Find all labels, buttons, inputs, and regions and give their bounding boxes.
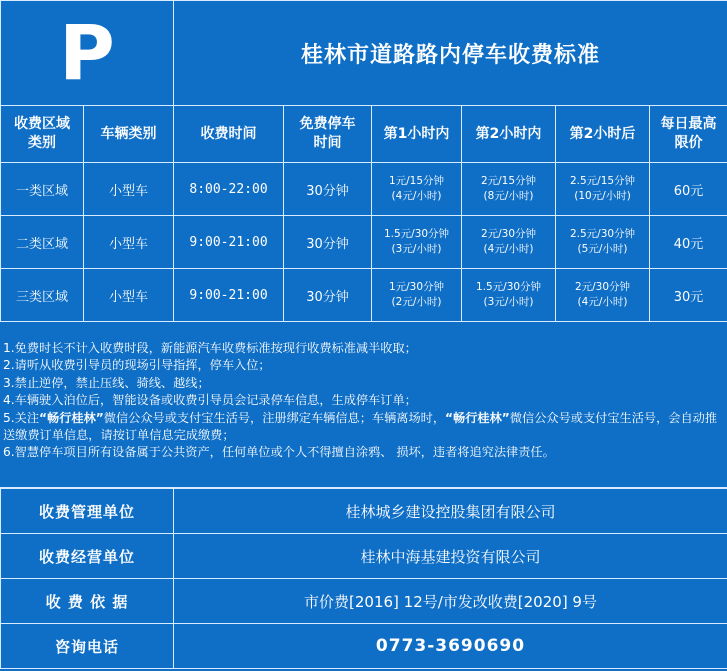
note-item: 5.关注“畅行桂林”微信公众号或支付宝生活号，注册绑定车辆信息；车辆离场时，“畅行桂林”微信公众号或支付宝生活号，会自动推送缴费订单信息，请按订单信息完成缴费； [3,410,718,443]
cell-zone: 二类区域 [1,216,84,269]
cell-zone: 一类区域 [1,163,84,216]
cell-free: 30分钟 [284,269,372,322]
header-hours: 收费时间 [174,106,284,163]
basis-label: 收 费 依 据 [1,579,174,624]
operator-label: 收费经营单位 [1,534,174,579]
parking-logo: P [59,8,115,97]
header-h2: 第2小时内 [462,106,556,163]
cell-h1: 1元/30分钟 (2元/小时) [372,269,462,322]
cell-vehicle: 小型车 [84,163,174,216]
note-item: 4.车辆驶入泊位后，智能设备或收费引导员会记录停车信息，生成停车订单； [3,393,417,408]
parking-p-icon [1,1,174,106]
app-name: “畅行桂林” [39,410,104,425]
phone-label: 咨询电话 [1,624,174,669]
cell-cap: 30元 [650,269,727,322]
table-row [1,216,727,269]
header-free: 免费停车 时间 [284,106,372,163]
note-item: 2.请听从收费引导员的现场引导指挥，停车入位； [3,358,271,373]
info-row-basis [1,579,727,624]
info-row-operator [1,534,727,579]
cell-h1: 1.5元/30分钟 (3元/小时) [372,216,462,269]
cell-cap: 40元 [650,216,727,269]
cell-hours: 9:00-21:00 [174,216,284,269]
info-row-phone [1,624,727,669]
note-item: 3.禁止逆停，禁止压线、骑线、越线； [3,375,210,390]
cell-h3: 2.5元/30分钟 (5元/小时) [556,216,650,269]
management-value: 桂林城乡建设控股集团有限公司 [174,489,727,534]
app-name: “畅行桂林” [445,410,510,425]
cell-free: 30分钟 [284,216,372,269]
cell-zone: 三类区域 [1,269,84,322]
cell-h2: 2元/30分钟 (4元/小时) [462,216,556,269]
table-row [1,269,727,322]
cell-h3: 2元/30分钟 (4元/小时) [556,269,650,322]
note-item: 1.免费时长不计入收费时段，新能源汽车收费标准按现行收费标准减半收取； [3,341,417,355]
management-label: 收费管理单位 [1,489,174,534]
header-cap: 每日最高 限价 [650,106,727,163]
header-zone: 收费区域 类别 [1,106,84,163]
page-title: 桂林市道路路内停车收费标准 [301,42,601,68]
cell-h3: 2.5元/15分钟 (10元/小时) [556,163,650,216]
note-item: 6.智慧停车项目所有设备属于公共资产，任何单位或个人不得擅自涂鸦、 损坏，违者将追究法律责任。 [3,445,555,460]
header-h1: 第1小时内 [372,106,462,163]
info-table [0,488,727,669]
phone-value: 0773-3690690 [174,624,727,669]
table-header [1,106,727,163]
title-row [1,1,727,106]
basis-value: 市价费[2016] 12号/市发改收费[2020] 9号 [174,579,727,624]
table-row [1,163,727,216]
title-cell [174,1,727,106]
fee-table [0,0,727,322]
header-vehicle: 车辆类别 [84,106,174,163]
cell-h1: 1元/15分钟 (4元/小时) [372,163,462,216]
header-h3: 第2小时后 [556,106,650,163]
cell-h2: 1.5元/30分钟 (3元/小时) [462,269,556,322]
cell-h2: 2元/15分钟 (8元/小时) [462,163,556,216]
cell-free: 30分钟 [284,163,372,216]
notes-section [0,321,727,488]
cell-cap: 60元 [650,163,727,216]
cell-hours: 8:00-22:00 [174,163,284,216]
info-row-management [1,489,727,534]
cell-vehicle: 小型车 [84,269,174,322]
cell-vehicle: 小型车 [84,216,174,269]
operator-value: 桂林中海基建投资有限公司 [174,534,727,579]
cell-hours: 9:00-21:00 [174,269,284,322]
